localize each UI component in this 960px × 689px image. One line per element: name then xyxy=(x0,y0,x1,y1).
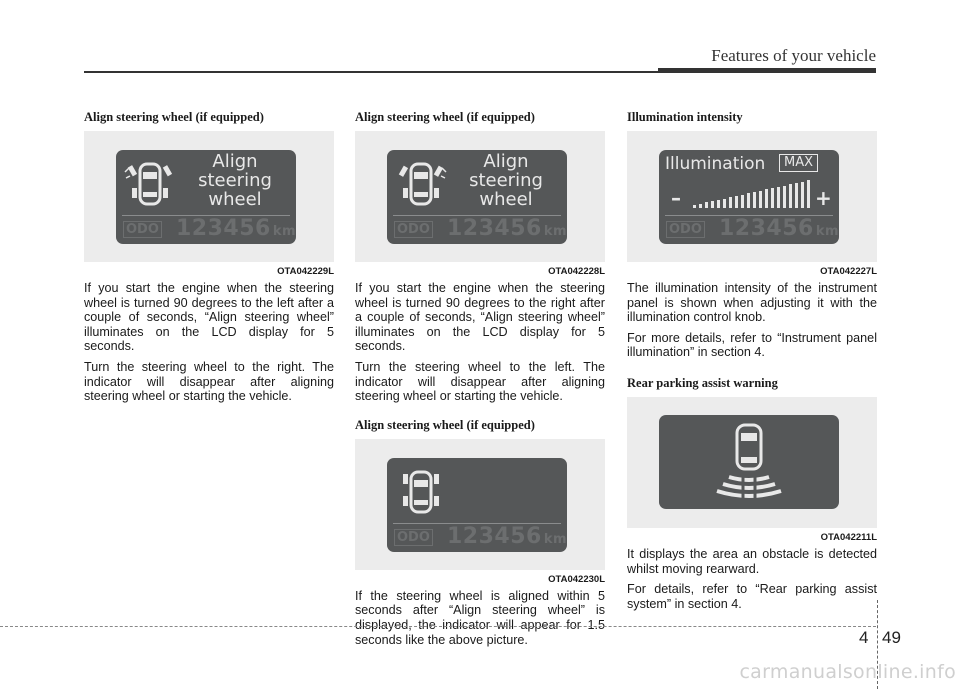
illumination-bar xyxy=(693,205,696,208)
rear-parking-sensor-icon xyxy=(699,421,799,505)
figure-align-left xyxy=(84,131,334,262)
illumination-bar xyxy=(741,195,744,208)
align-steering-text: Align steering wheel xyxy=(198,151,272,210)
section-heading: Illumination intensity xyxy=(627,110,743,124)
illumination-bar xyxy=(747,193,750,208)
lcd-display xyxy=(659,415,839,509)
car-wheels-straight-icon xyxy=(393,466,449,518)
column-right xyxy=(627,110,877,617)
odo-label: ODO xyxy=(666,221,705,238)
paragraph: Turn the steering wheel to the right. The indicator will disappear after aligning steering wheel or starting the vehicle. xyxy=(84,359,334,404)
header-tab xyxy=(658,68,876,73)
lcd-display xyxy=(387,150,567,244)
illumination-bar xyxy=(759,191,762,208)
car-wheels-right-icon xyxy=(393,158,449,210)
illumination-bar xyxy=(777,187,780,208)
illumination-bar xyxy=(723,199,726,209)
paragraph: If you start the engine when the steering wheel is turned 90 degrees to the left after a couple of seconds, “Align steering wheel” illuminates on the LCD display for 5 seconds. xyxy=(84,281,334,354)
odo-value: 123456 km xyxy=(176,216,296,241)
lcd-display xyxy=(116,150,296,244)
odo-value: 123456 km xyxy=(447,523,567,549)
paragraph: The illumination intensity of the instrument panel is shown when adjusting it with the illumination control knob. xyxy=(627,281,877,325)
paragraph: If the steering wheel is aligned within 5 seconds after “Align steering wheel” is displayed, the indicator will appear for 1.5 seconds like the above picture. xyxy=(355,588,605,647)
column-middle xyxy=(355,110,605,653)
illumination-bar xyxy=(735,196,738,208)
figure-code: OTA042230L xyxy=(548,573,605,585)
car-wheels-left-icon xyxy=(122,158,178,210)
paragraph: Turn the steering wheel to the left. The indicator will disappear after aligning steering wheel or starting the vehicle. xyxy=(355,359,605,404)
paragraph: For more details, refer to “Instrument panel illumination” in section 4. xyxy=(627,330,877,360)
section-heading: Align steering wheel (if equipped) xyxy=(84,110,264,124)
paragraph: For details, refer to “Rear parking assist system” in section 4. xyxy=(627,582,877,611)
paragraph: It displays the area an obstacle is detected whilst moving rearward. xyxy=(627,546,877,576)
illumination-bar xyxy=(801,182,804,208)
illumination-bar xyxy=(807,180,810,208)
section-heading: Align steering wheel (if equipped) xyxy=(355,110,535,124)
illumination-bar xyxy=(765,189,768,208)
figure-parking-assist xyxy=(627,397,877,528)
header-title: Features of your vehicle xyxy=(711,46,876,65)
figure-code: OTA042228L xyxy=(548,266,605,277)
illumination-title: Illumination xyxy=(665,154,766,174)
figure-align-ok xyxy=(355,439,605,570)
lcd-display xyxy=(387,458,567,552)
section-number: 4 xyxy=(859,628,869,647)
illumination-bar xyxy=(699,204,702,208)
illumination-bar xyxy=(711,201,714,208)
odo-value: 123456 km xyxy=(447,216,567,241)
page-number: 49 xyxy=(882,628,901,647)
illumination-bar xyxy=(771,188,774,208)
figure-code: OTA042227L xyxy=(820,266,877,277)
illumination-bar xyxy=(789,184,792,208)
illumination-bar xyxy=(705,202,708,208)
figure-code: OTA042229L xyxy=(277,266,334,277)
illumination-bar xyxy=(753,192,756,208)
lcd-display xyxy=(659,150,839,244)
odo-label: ODO xyxy=(394,529,433,546)
plus-sign: + xyxy=(815,186,832,210)
section-heading: Rear parking assist warning xyxy=(627,375,778,390)
illumination-bar xyxy=(783,186,786,209)
illumination-bar xyxy=(729,197,732,208)
figure-align-right xyxy=(355,131,605,262)
illumination-level-label: MAX xyxy=(779,154,818,172)
watermark: carmanualsonline.info xyxy=(739,661,956,683)
minus-sign: – xyxy=(671,186,681,210)
figure-code: OTA042211L xyxy=(820,531,877,543)
odo-label: ODO xyxy=(394,221,433,238)
paragraph: If you start the engine when the steering wheel is turned 90 degrees to the right after a couple of seconds, “Align steering wheel” illuminates on the LCD display for 5 seconds. xyxy=(355,281,605,354)
illumination-bar xyxy=(717,200,720,208)
odo-value: 123456 km xyxy=(719,216,839,241)
footer-rule xyxy=(0,626,876,627)
figure-illumination xyxy=(627,131,877,262)
section-heading: Align steering wheel (if equipped) xyxy=(355,417,535,432)
align-steering-text: Align steering wheel xyxy=(469,151,543,210)
odo-label: ODO xyxy=(123,221,162,238)
illumination-bar xyxy=(795,183,798,208)
column-left xyxy=(84,110,334,410)
